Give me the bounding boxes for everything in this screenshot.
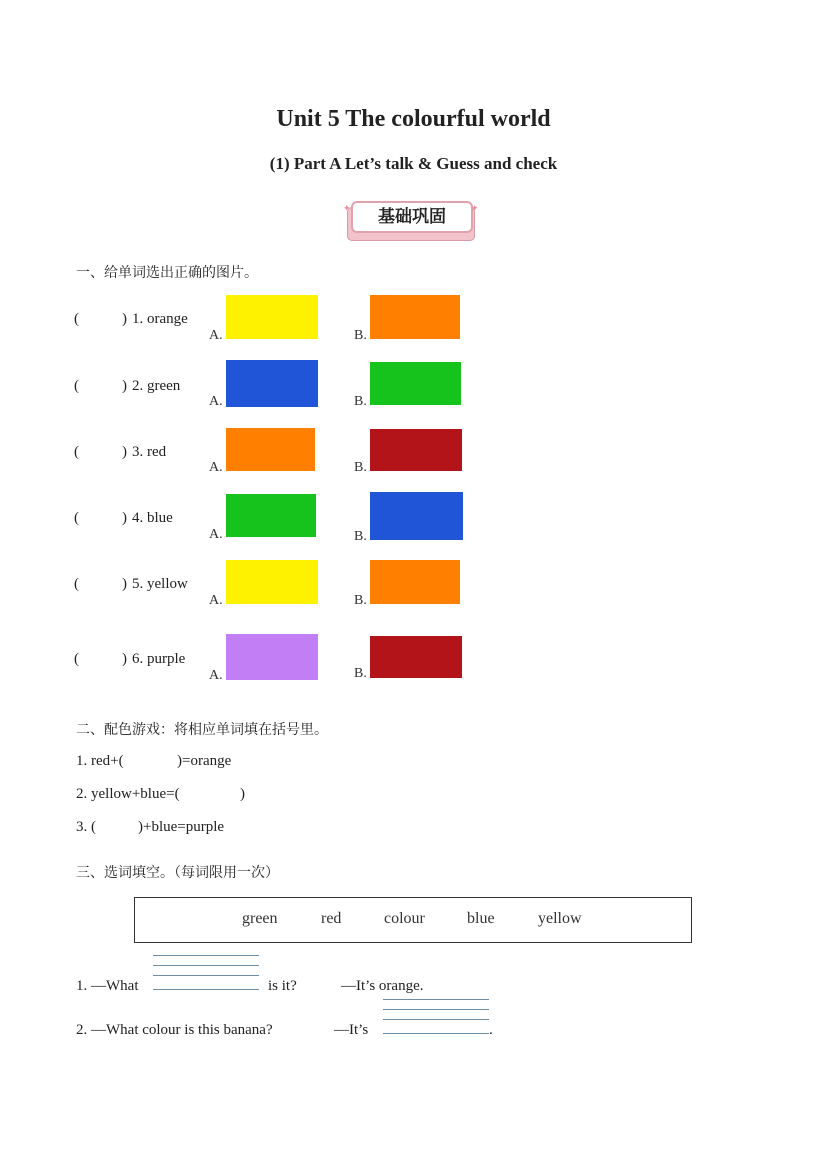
color-swatch-a[interactable]: [226, 360, 318, 407]
fill-answer: —It’s orange.: [341, 978, 424, 994]
color-swatch-a[interactable]: [226, 295, 318, 339]
option-a-label: A.: [209, 668, 223, 683]
color-swatch-a[interactable]: [226, 560, 318, 604]
fill-question-mid: —It’s: [334, 1022, 369, 1038]
color-swatch-b[interactable]: [370, 429, 462, 471]
answer-blank[interactable]: [192, 785, 238, 805]
mix-item-post: ): [240, 786, 245, 802]
word-bank-item: red: [321, 910, 342, 927]
answer-paren-close[interactable]: ): [122, 378, 127, 394]
section3-heading: 三、选词填空。（每词限用一次）: [76, 865, 279, 881]
option-b-label: B.: [354, 666, 367, 681]
section2-heading: 二、配色游戏：将相应单词填在括号里。: [76, 722, 328, 738]
word-bank-item: yellow: [538, 910, 582, 927]
answer-paren-open: (: [74, 510, 79, 526]
mix-item-pre: 1. red+(: [76, 753, 124, 769]
mix-item-pre: 2. yellow+blue=(: [76, 786, 180, 802]
option-a-label: A.: [209, 328, 223, 343]
color-swatch-b[interactable]: [370, 295, 460, 339]
option-b-label: B.: [354, 593, 367, 608]
color-swatch-b[interactable]: [370, 560, 460, 604]
fill-question-mid: is it?: [268, 978, 297, 994]
badge-dot-icon: ✦: [343, 203, 351, 213]
answer-paren-close[interactable]: ): [122, 651, 127, 667]
mix-item-post: )+blue=purple: [138, 819, 225, 835]
question-label: 6. purple: [132, 651, 186, 667]
answer-paren-open: (: [74, 576, 79, 592]
word-bank-item: blue: [467, 910, 495, 927]
color-swatch-a[interactable]: [226, 634, 318, 680]
answer-paren-close[interactable]: ): [122, 576, 127, 592]
mix-item-pre: 3. (: [76, 819, 96, 835]
word-bank: [134, 897, 692, 943]
answer-paren-close[interactable]: ): [122, 311, 127, 327]
answer-paren-open: (: [74, 311, 79, 327]
section1-heading: 一、给单词选出正确的图片。: [76, 265, 258, 281]
answer-paren-open: (: [74, 651, 79, 667]
option-a-label: A.: [209, 394, 223, 409]
color-swatch-b[interactable]: [370, 636, 462, 678]
option-b-label: B.: [354, 529, 367, 544]
option-a-label: A.: [209, 527, 223, 542]
answer-blank[interactable]: [128, 752, 174, 772]
question-label: 4. blue: [132, 510, 173, 526]
color-swatch-b[interactable]: [370, 492, 463, 540]
word-bank-item: colour: [384, 910, 425, 927]
color-swatch-a[interactable]: [226, 494, 316, 537]
fill-question-pre: 1. —What: [76, 978, 139, 994]
option-b-label: B.: [354, 394, 367, 409]
question-label: 2. green: [132, 378, 181, 394]
badge-dot-icon: ✦: [471, 203, 479, 213]
answer-paren-close[interactable]: ): [122, 444, 127, 460]
writing-lines[interactable]: [153, 955, 259, 993]
option-a-label: A.: [209, 460, 223, 475]
answer-paren-open: (: [74, 378, 79, 394]
answer-paren-open: (: [74, 444, 79, 460]
fill-question-post: .: [489, 1022, 493, 1038]
page-title: Unit 5 The colourful world: [276, 106, 551, 132]
color-swatch-b[interactable]: [370, 362, 461, 405]
fill-question-pre: 2. —What colour is this banana?: [76, 1022, 273, 1038]
question-label: 1. orange: [132, 311, 188, 327]
page-subtitle: (1) Part A Let’s talk & Guess and check: [269, 154, 558, 173]
writing-lines[interactable]: [383, 999, 489, 1037]
question-label: 3. red: [132, 444, 167, 460]
word-bank-item: green: [242, 910, 278, 927]
answer-blank[interactable]: [98, 818, 136, 838]
mix-item-post: )=orange: [177, 753, 232, 769]
option-a-label: A.: [209, 593, 223, 608]
answer-paren-close[interactable]: ): [122, 510, 127, 526]
section-badge: [345, 199, 477, 241]
option-b-label: B.: [354, 460, 367, 475]
color-swatch-a[interactable]: [226, 428, 315, 471]
option-b-label: B.: [354, 328, 367, 343]
badge-label: 基础巩固: [351, 201, 473, 233]
question-label: 5. yellow: [132, 576, 188, 592]
